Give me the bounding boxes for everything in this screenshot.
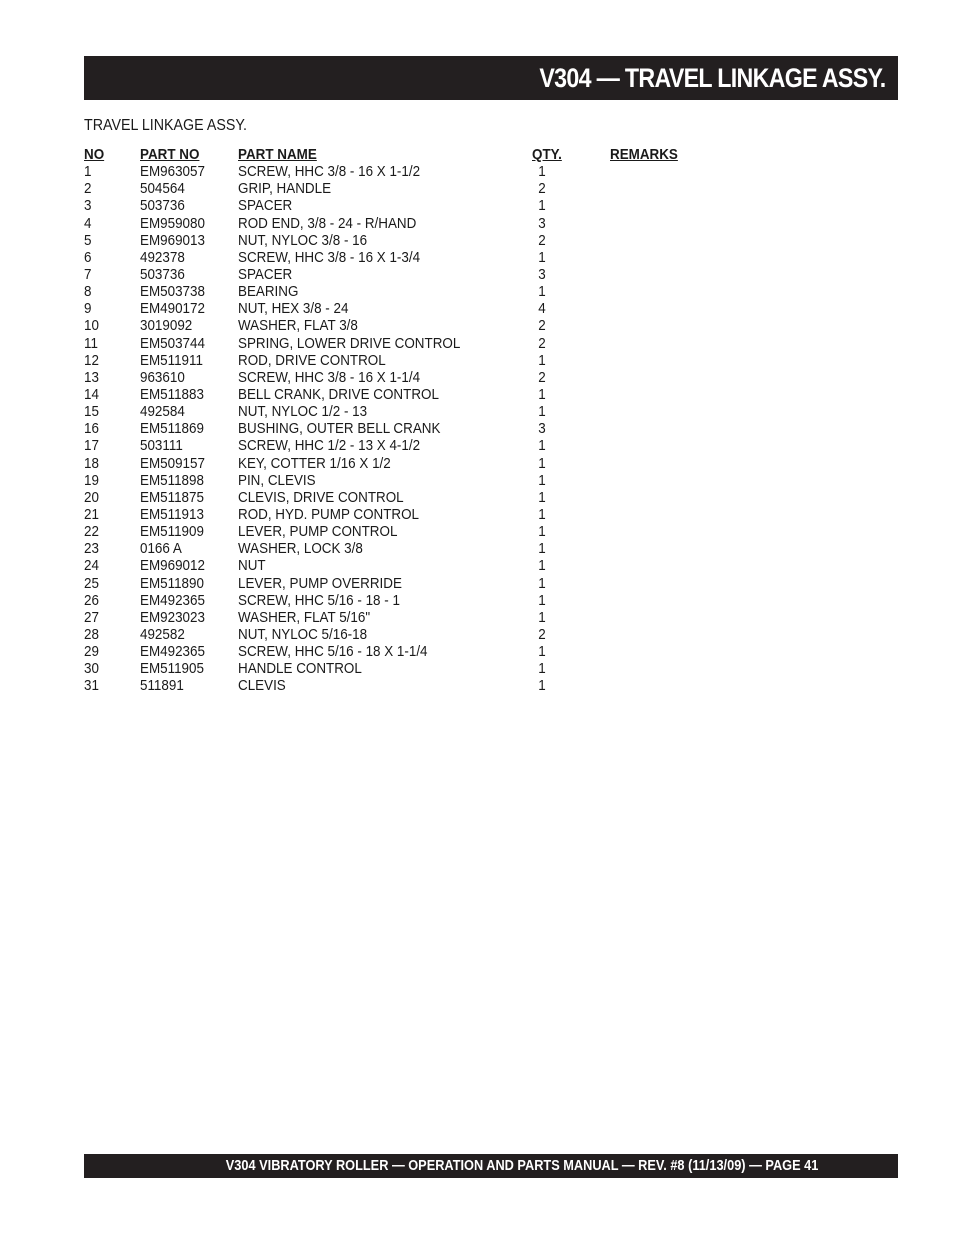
- cell-qty: 2: [538, 369, 546, 386]
- cell-qty: 3: [538, 215, 546, 232]
- cell-part-name: SCREW, HHC 5/16 - 18 - 1: [238, 592, 400, 609]
- cell-part-name: SPRING, LOWER DRIVE CONTROL: [238, 335, 461, 352]
- cell-qty: 1: [538, 438, 546, 455]
- cell-qty: 1: [538, 352, 546, 369]
- cell-no: 14: [84, 386, 99, 403]
- table-row: [84, 421, 744, 438]
- cell-no: 18: [84, 455, 99, 472]
- cell-qty: 1: [538, 592, 546, 609]
- cell-qty: 1: [538, 644, 546, 661]
- cell-qty: 1: [538, 489, 546, 506]
- cell-no: 10: [84, 318, 99, 335]
- cell-qty: 3: [538, 421, 546, 438]
- cell-qty: 1: [538, 541, 546, 558]
- cell-part-no: EM511909: [140, 524, 204, 541]
- table-row: [84, 267, 744, 284]
- table-row: [84, 576, 744, 593]
- table-row: [84, 678, 744, 695]
- table-row: [84, 318, 744, 335]
- cell-qty: 1: [538, 198, 546, 215]
- table-row: [84, 541, 744, 558]
- cell-part-no: EM511875: [140, 489, 204, 506]
- cell-no: 22: [84, 524, 99, 541]
- cell-part-name: NUT, NYLOC 1/2 - 13: [238, 404, 368, 421]
- cell-part-name: NUT, NYLOC 5/16-18: [238, 626, 368, 643]
- cell-part-name: SCREW, HHC 3/8 - 16 X 1-1/4: [238, 369, 421, 386]
- cell-part-no: EM490172: [140, 301, 205, 318]
- cell-part-no: 503111: [140, 438, 183, 455]
- table-row: [84, 216, 744, 233]
- cell-no: 8: [84, 284, 92, 301]
- cell-no: 15: [84, 404, 99, 421]
- cell-no: 3: [84, 198, 92, 215]
- cell-qty: 1: [538, 164, 546, 181]
- cell-part-name: WASHER, FLAT 5/16": [238, 609, 371, 626]
- table-row: [84, 404, 744, 421]
- cell-no: 24: [84, 558, 99, 575]
- cell-part-name: ROD END, 3/8 - 24 - R/HAND: [238, 215, 417, 232]
- cell-part-no: 503736: [140, 198, 185, 215]
- cell-qty: 1: [538, 678, 546, 695]
- cell-no: 6: [84, 249, 92, 266]
- cell-no: 5: [84, 232, 92, 249]
- page-title: V304 — TRAVEL LINKAGE ASSY.: [539, 63, 886, 93]
- cell-part-no: EM969012: [140, 558, 205, 575]
- cell-part-name: ROD, HYD. PUMP CONTROL: [238, 506, 420, 523]
- cell-qty: 2: [538, 232, 546, 249]
- cell-part-no: EM492365: [140, 592, 205, 609]
- cell-part-name: SCREW, HHC 1/2 - 13 X 4-1/2: [238, 438, 421, 455]
- cell-part-name: CLEVIS: [238, 678, 286, 695]
- table-row: [84, 627, 744, 644]
- cell-qty: 1: [538, 524, 546, 541]
- cell-part-no: EM511911: [140, 352, 203, 369]
- cell-part-name: HANDLE CONTROL: [238, 661, 362, 678]
- cell-part-no: 503736: [140, 266, 185, 283]
- cell-no: 17: [84, 438, 99, 455]
- cell-qty: 2: [538, 335, 546, 352]
- cell-qty: 1: [538, 455, 546, 472]
- cell-qty: 1: [538, 284, 546, 301]
- cell-part-name: PIN, CLEVIS: [238, 472, 316, 489]
- table-row: [84, 233, 744, 250]
- cell-no: 27: [84, 609, 99, 626]
- table-row: [84, 438, 744, 455]
- cell-part-no: 511891: [140, 678, 184, 695]
- table-row: [84, 250, 744, 267]
- cell-part-name: NUT, NYLOC 3/8 - 16: [238, 232, 368, 249]
- cell-no: 11: [84, 335, 98, 352]
- cell-part-no: EM963057: [140, 164, 205, 181]
- cell-part-no: EM511890: [140, 575, 204, 592]
- cell-qty: 1: [538, 558, 546, 575]
- cell-part-no: 504564: [140, 181, 185, 198]
- cell-part-name: SPACER: [238, 266, 293, 283]
- cell-no: 13: [84, 369, 99, 386]
- cell-part-name: SPACER: [238, 198, 293, 215]
- cell-qty: 4: [538, 301, 546, 318]
- cell-no: 12: [84, 352, 99, 369]
- cell-qty: 1: [538, 609, 546, 626]
- cell-part-no: EM511905: [140, 661, 204, 678]
- cell-no: 7: [84, 266, 92, 283]
- cell-no: 1: [84, 164, 92, 181]
- cell-part-no: EM503738: [140, 284, 205, 301]
- cell-part-name: KEY, COTTER 1/16 X 1/2: [238, 455, 391, 472]
- cell-no: 30: [84, 661, 99, 678]
- cell-part-no: 492584: [140, 404, 185, 421]
- table-body: [84, 164, 744, 695]
- cell-part-name: BUSHING, OUTER BELL CRANK: [238, 421, 441, 438]
- cell-part-name: SCREW, HHC 5/16 - 18 X 1-1/4: [238, 644, 428, 661]
- table-row: [84, 353, 744, 370]
- table-row: [84, 490, 744, 507]
- table-row: [84, 524, 744, 541]
- cell-part-no: EM511869: [140, 421, 204, 438]
- cell-no: 16: [84, 421, 99, 438]
- header-part-no: PART NO: [140, 147, 200, 163]
- cell-part-no: 3019092: [140, 318, 193, 335]
- table-row: [84, 284, 744, 301]
- table-row: [84, 456, 744, 473]
- table-row: [84, 661, 744, 678]
- cell-part-no: EM511898: [140, 472, 204, 489]
- cell-part-no: 492378: [140, 249, 185, 266]
- table-row: [84, 181, 744, 198]
- cell-qty: 1: [538, 249, 546, 266]
- cell-part-name: NUT, HEX 3/8 - 24: [238, 301, 349, 318]
- cell-part-name: WASHER, FLAT 3/8: [238, 318, 358, 335]
- cell-part-name: LEVER, PUMP OVERRIDE: [238, 575, 402, 592]
- cell-qty: 1: [538, 404, 546, 421]
- footer-bar: [84, 1154, 898, 1178]
- table-row: [84, 301, 744, 318]
- cell-qty: 1: [538, 472, 546, 489]
- cell-no: 29: [84, 644, 99, 661]
- cell-no: 25: [84, 575, 99, 592]
- cell-part-no: EM492365: [140, 644, 205, 661]
- cell-no: 21: [84, 506, 99, 523]
- table-row: [84, 387, 744, 404]
- cell-part-no: EM511913: [140, 506, 204, 523]
- table-row: [84, 507, 744, 524]
- parts-table: [84, 147, 744, 696]
- table-row: [84, 336, 744, 353]
- cell-part-no: EM959080: [140, 215, 205, 232]
- cell-part-no: 963610: [140, 369, 185, 386]
- table-row: [84, 558, 744, 575]
- cell-part-name: LEVER, PUMP CONTROL: [238, 524, 398, 541]
- table-header: [84, 147, 744, 164]
- cell-part-name: CLEVIS, DRIVE CONTROL: [238, 489, 404, 506]
- cell-qty: 3: [538, 266, 546, 283]
- cell-part-name: ROD, DRIVE CONTROL: [238, 352, 386, 369]
- table-row: [84, 610, 744, 627]
- cell-part-no: EM511883: [140, 386, 204, 403]
- table-row: [84, 644, 744, 661]
- cell-part-name: BEARING: [238, 284, 299, 301]
- cell-no: 28: [84, 626, 99, 643]
- header-remarks: REMARKS: [610, 147, 678, 163]
- cell-part-name: SCREW, HHC 3/8 - 16 X 1-3/4: [238, 249, 421, 266]
- header-part-name: PART NAME: [238, 147, 317, 163]
- cell-part-no: 0166 A: [140, 541, 182, 558]
- cell-qty: 1: [538, 506, 546, 523]
- cell-qty: 2: [538, 181, 546, 198]
- cell-part-no: EM923023: [140, 609, 205, 626]
- cell-part-name: WASHER, LOCK 3/8: [238, 541, 363, 558]
- footer-text: V304 VIBRATORY ROLLER — OPERATION AND PARTS MANUAL — REV. #8 (11/13/09) — PAGE 41: [225, 1158, 818, 1174]
- cell-no: 31: [84, 678, 99, 695]
- section-title: TRAVEL LINKAGE ASSY.: [84, 117, 248, 134]
- table-row: [84, 473, 744, 490]
- cell-part-name: GRIP, HANDLE: [238, 181, 332, 198]
- cell-no: 9: [84, 301, 92, 318]
- table-row: [84, 593, 744, 610]
- cell-no: 23: [84, 541, 99, 558]
- cell-qty: 1: [538, 386, 546, 403]
- cell-part-no: EM509157: [140, 455, 205, 472]
- table-row: [84, 164, 744, 181]
- cell-qty: 2: [538, 626, 546, 643]
- cell-no: 19: [84, 472, 99, 489]
- cell-part-name: NUT: [238, 558, 266, 575]
- cell-no: 20: [84, 489, 99, 506]
- cell-part-name: SCREW, HHC 3/8 - 16 X 1-1/2: [238, 164, 421, 181]
- header-qty: QTY.: [532, 147, 562, 163]
- table-row: [84, 198, 744, 215]
- cell-part-no: EM503744: [140, 335, 205, 352]
- cell-qty: 1: [538, 575, 546, 592]
- cell-no: 26: [84, 592, 99, 609]
- header-no: NO: [84, 147, 105, 163]
- cell-part-name: BELL CRANK, DRIVE CONTROL: [238, 386, 439, 403]
- cell-qty: 1: [538, 661, 546, 678]
- title-bar: [84, 56, 898, 100]
- cell-no: 4: [84, 215, 92, 232]
- cell-part-no: EM969013: [140, 232, 205, 249]
- cell-qty: 2: [538, 318, 546, 335]
- cell-part-no: 492582: [140, 626, 185, 643]
- cell-no: 2: [84, 181, 92, 198]
- table-row: [84, 370, 744, 387]
